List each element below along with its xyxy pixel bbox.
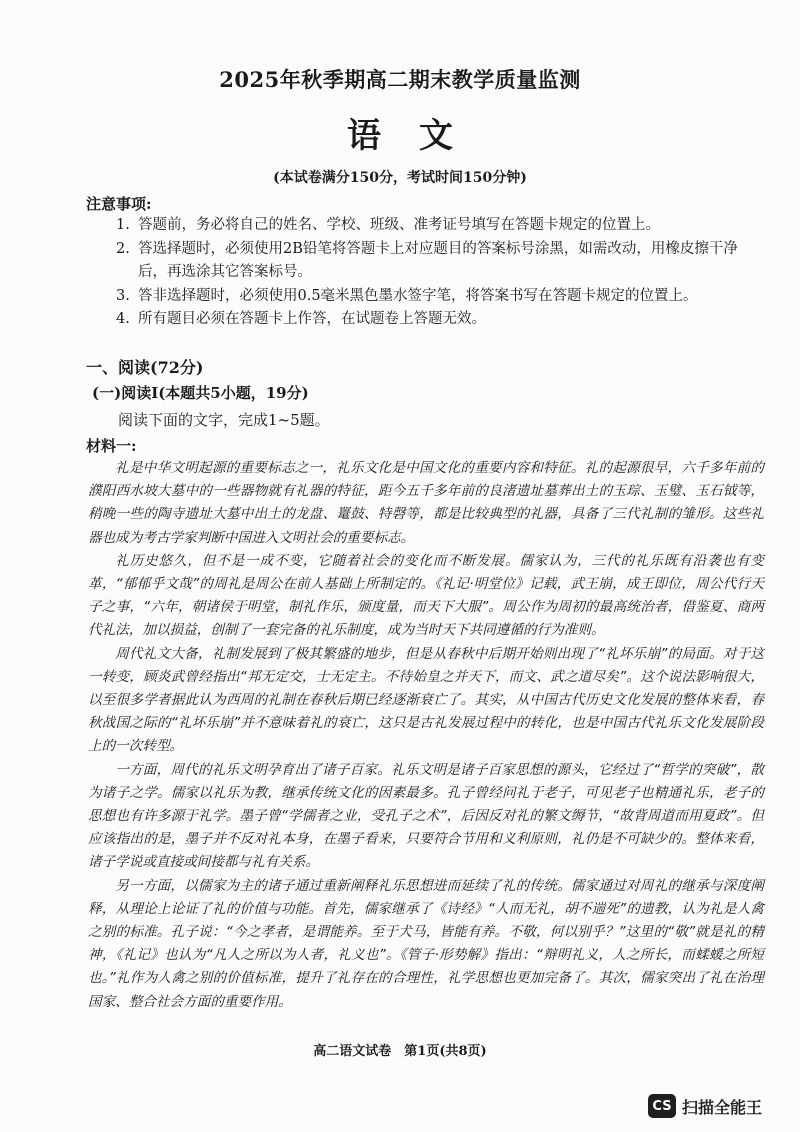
notice-text: 答选择题时，必须使用2B铅笔将答题卡上对应题目的答案标号涂黑，如需改动，用橡皮擦干净后，再选涂其它答案标号。: [138, 240, 738, 280]
subject-title: 语文: [347, 116, 491, 156]
notice-number: 1.: [116, 217, 130, 233]
notice-text: 所有题目必须在答题卡上作答，在试题卷上答题无效。: [138, 311, 486, 327]
camscanner-logo-icon: CS: [648, 1094, 676, 1118]
page-footer: 高二语文试卷 第1页(共8页): [313, 1044, 487, 1059]
exam-title: 2025年秋季期高二期末教学质量监测: [219, 67, 581, 92]
paragraph: 另一方面，以儒家为主的诸子通过重新阐释礼乐思想进而延续了礼的传统。儒家通过对周礼的继承与深度阐释，从理论上论证了礼的价值与功能。首先，儒家继承了《诗经》“人而无礼，胡不遄死”的遗教，认为礼是人禽之别的标准。孔子说：“今之孝者，是谓能养。至于犬马，皆能有养。不敬，何以别乎？”这里的“敬”就是礼的精神，《礼记》也认为“凡人之所以为人者，礼义也”。《管子·形势解》指出：“辩明礼义，人之所长，而蝚蝯之所短也。”礼作为人禽之别的价值标准，提升了礼存在的合理性，礼学思想也更加完备了。其次，儒家突出了礼在治理国家、整合社会方面的重要作用。: [88, 877, 764, 1010]
watermark-text: 扫描全能王: [682, 1097, 763, 1117]
notice-item: [116, 238, 752, 285]
paragraph: 礼历史悠久，但不是一成不变，它随着社会的变化而不断发展。儒家认为，三代的礼乐既有沿袭也有变革，“郁郁乎文哉”的周礼是周公在前人基础上所制定的。《礼记·明堂位》记载，武王崩，成王即位，周公代行天子之事，“六年，朝诸侯于明堂，制礼作乐，颁度量，而天下大服”。周公作为周初的最高统治者，借鉴夏、商两代礼法，加以损益，创制了一套完备的礼乐制度，成为当时天下共同遵循的行为准则。: [88, 552, 764, 639]
notice-number: 4.: [116, 311, 130, 327]
paragraph: 周代礼文大备，礼制发展到了极其繁盛的地步，但是从春秋中后期开始则出现了“礼坏乐崩”的局面。对于这一转变，顾炎武曾经指出“邦无定交，士无定主。不待始皇之并天下，而文、武之道尽矣”。这个说法影响很大，以至很多学者据此认为西周的礼制在春秋后期已经逐渐衰亡了。其实，从中国古代历史文化发展的整体来看，春秋战国之际的“礼坏乐崩”并不意味着礼的衰亡，这只是古礼发展过程中的转化，也是中国古代礼乐文化发展阶段上的一次转型。: [88, 645, 764, 755]
notice-item: [116, 308, 752, 332]
paragraph: 礼是中华文明起源的重要标志之一，礼乐文化是中国文化的重要内容和特征。礼的起源很早，六千多年前的濮阳西水坡大墓中的一些器物就有礼器的特征，距今五千多年前的良渚遗址墓葬出土的玉琮、玉璧、玉石钺等，稍晚一些的陶寺遗址大墓中出土的龙盘、鼍鼓、特磬等，都是比较典型的礼器，具备了三代礼制的雏形。这些礼器也成为考古学家判断中国进入文明社会的重要标志。: [88, 460, 764, 546]
notice-number: 2.: [116, 240, 130, 257]
scanner-watermark: [648, 1092, 762, 1120]
reading-instruction: 阅读下面的文字，完成1~5题。: [118, 411, 330, 429]
section-heading: 一、阅读(72分): [86, 358, 204, 377]
notice-list: [116, 214, 752, 332]
paragraph: 一方面，周代的礼乐文明孕育出了诸子百家。礼乐文明是诸子百家思想的源头，它经过了“哲学的突破”，散为诸子之学。儒家以礼乐为教，继承传统文化的因素最多。孔子曾经问礼于老子，可见老子也精通礼乐，老子的思想也有许多源于礼学。墨子曾“学儒者之业，受孔子之术”，后因反对礼的繁文缛节，“故背周道而用夏政”。但应该指出的是，墨子并不反对礼本身，在墨子看来，只要符合节用和义利原则，礼仍是不可缺少的。整体来看，诸子学说或直接或间接都与礼有关系。: [88, 761, 764, 871]
material-body: [88, 457, 764, 1014]
notice-item: [116, 214, 752, 238]
notice-number: 3.: [116, 287, 130, 304]
notice-text: 答非选择题时，必须使用0.5毫米黑色墨水签字笔，将答案书写在答题卡规定的位置上。: [138, 287, 698, 304]
notice-heading: 注意事项:: [86, 195, 152, 213]
notice-item: [116, 285, 752, 309]
subsection-heading: (一)阅读Ⅰ(本题共5小题，19分): [92, 384, 309, 402]
notice-text: 答题前，务必将自己的姓名、学校、班级、准考证号填写在答题卡规定的位置上。: [138, 217, 660, 233]
material-label: 材料一:: [86, 437, 137, 455]
exam-info: (本试卷满分150分，考试时间150分钟): [273, 170, 527, 186]
